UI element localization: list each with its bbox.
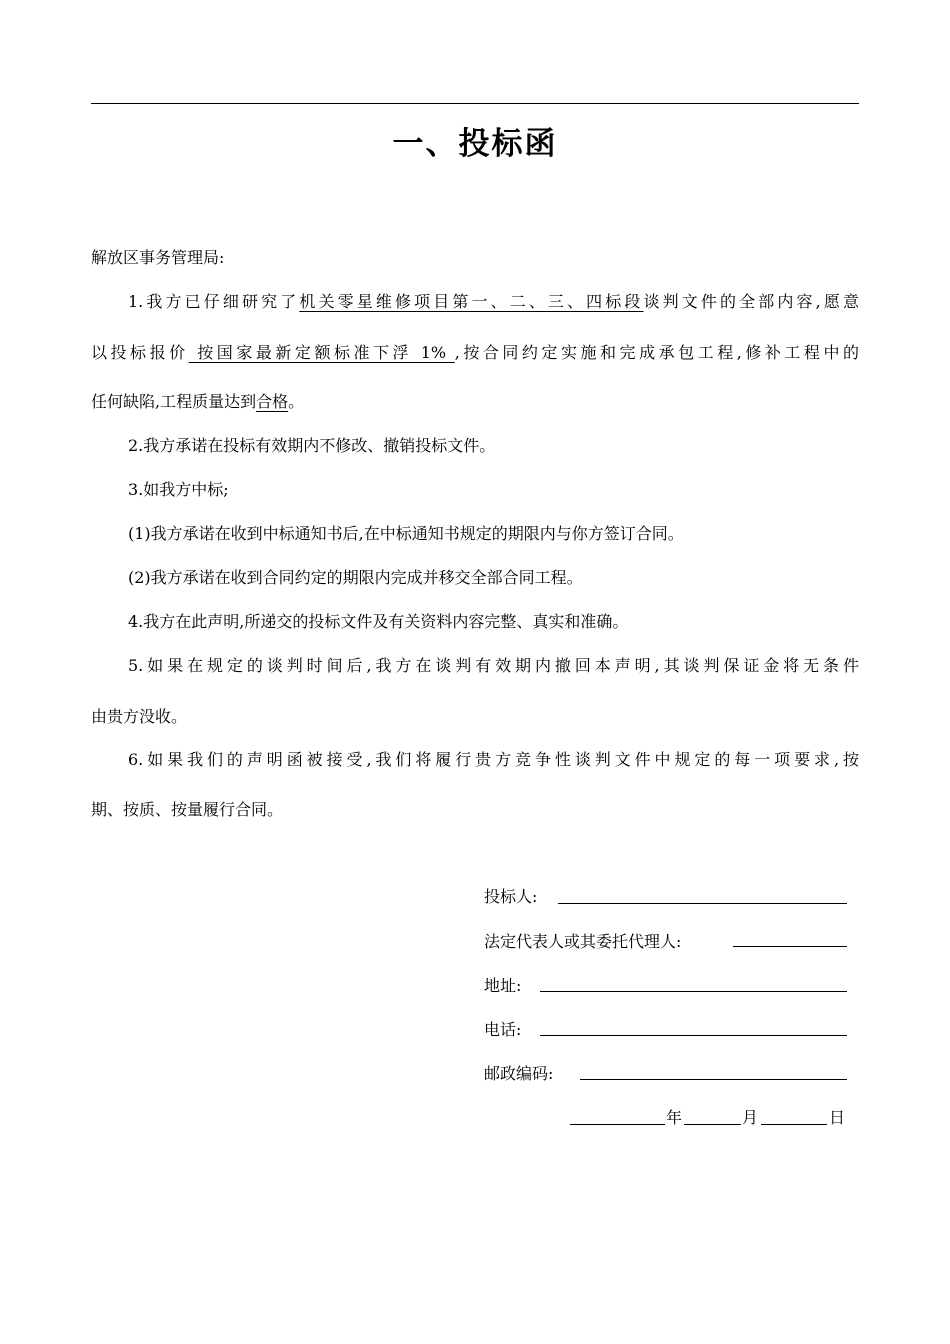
item-5-line-1: 5.如果在规定的谈判时间后,我方在谈判有效期内撤回本声明,其谈判保证金将无条件 (128, 656, 859, 675)
header-rule (91, 103, 859, 104)
item-1-line-2: 以投标报价 按国家最新定额标准下浮 1% ,按合同约定实施和完成承包工程,修补工程中的 (91, 343, 859, 362)
year-label: 年 (666, 1108, 683, 1127)
phone-field[interactable] (540, 1035, 847, 1036)
year-field[interactable] (570, 1124, 665, 1125)
bidder-field[interactable] (558, 903, 847, 904)
page-title: 一、投标函 (392, 126, 558, 162)
month-label: 月 (742, 1108, 759, 1127)
bid-price: 按国家最新定额标准下浮 1% (188, 343, 455, 362)
representative-label: 法定代表人或其委托代理人: (484, 932, 682, 951)
item-1-line-1: 1.我方已仔细研究了机关零星维修项目第一、二、三、四标段谈判文件的全部内容,愿意 (128, 292, 859, 311)
quality-level: 合格 (256, 392, 289, 411)
item-3-2: (2)我方承诺在收到合同约定的期限内完成并移交全部合同工程。 (128, 568, 583, 587)
postcode-field[interactable] (580, 1079, 847, 1080)
item-1-line-3: 任何缺陷,工程质量达到合格。 (91, 392, 305, 411)
item-4: 4.我方在此声明,所递交的投标文件及有关资料内容完整、真实和准确。 (128, 612, 629, 631)
day-field[interactable] (761, 1124, 827, 1125)
phone-label: 电话: (484, 1020, 522, 1039)
addressee: 解放区事务管理局: (91, 248, 225, 267)
address-field[interactable] (540, 991, 847, 992)
day-label: 日 (829, 1108, 846, 1127)
month-field[interactable] (684, 1124, 741, 1125)
bidder-label: 投标人: (484, 887, 538, 906)
postcode-label: 邮政编码: (484, 1064, 554, 1083)
item-2: 2.我方承诺在投标有效期内不修改、撤销投标文件。 (128, 436, 496, 455)
item-3-1: (1)我方承诺在收到中标通知书后,在中标通知书规定的期限内与你方签订合同。 (128, 524, 684, 543)
item-6-line-1: 6.如果我们的声明函被接受,我们将履行贵方竞争性谈判文件中规定的每一项要求,按 (128, 750, 859, 769)
representative-field[interactable] (733, 946, 847, 947)
item-3: 3.如我方中标; (128, 480, 229, 499)
address-label: 地址: (484, 976, 522, 995)
item-5-line-2: 由贵方没收。 (91, 707, 188, 726)
item-6-line-2: 期、按质、按量履行合同。 (91, 800, 284, 819)
project-name: 机关零星维修项目第一、二、三、四标段 (299, 292, 644, 311)
